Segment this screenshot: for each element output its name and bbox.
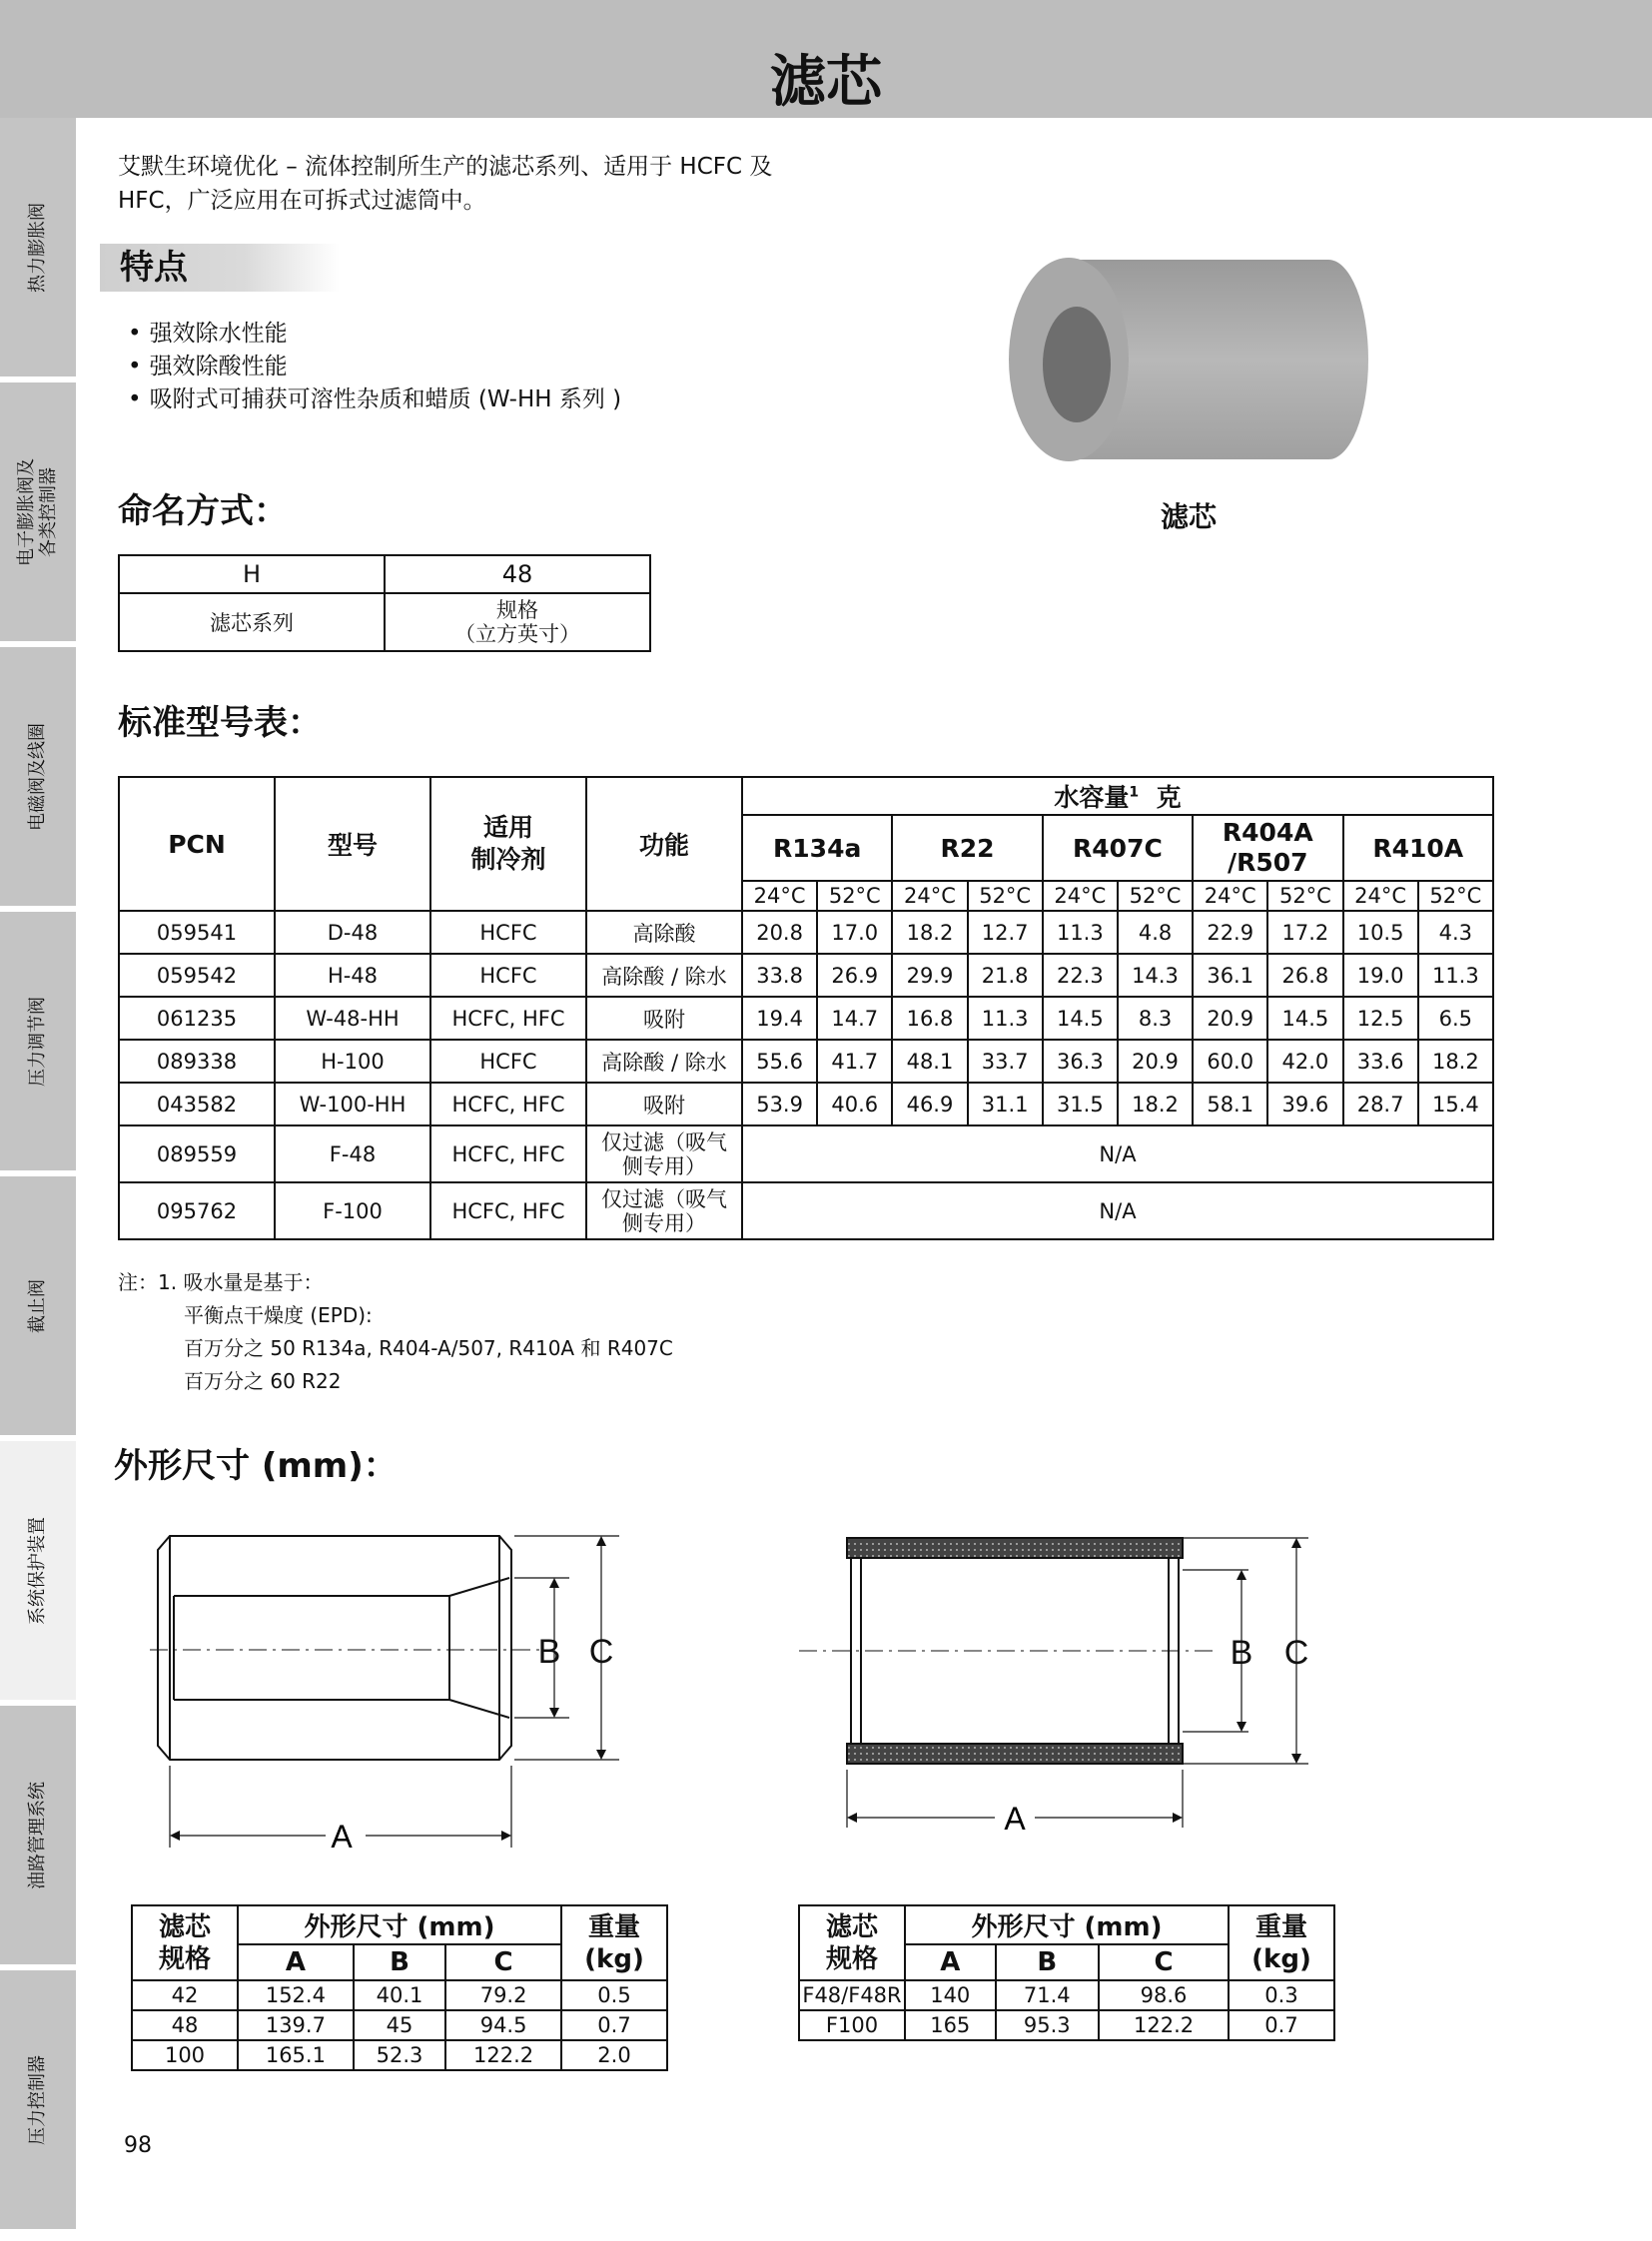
naming-desc-series: 滤芯系列 bbox=[119, 593, 385, 651]
cell-model: H-48 bbox=[275, 954, 430, 997]
dim-header-size-line1: 滤芯 bbox=[158, 1911, 211, 1942]
sidebar-tab-oil-management[interactable] bbox=[0, 1706, 76, 1967]
cell-model: H-100 bbox=[275, 1040, 430, 1083]
cell-capacity: 18.2 bbox=[1418, 1040, 1493, 1083]
dim-cell: 0.5 bbox=[561, 1980, 667, 2010]
dim-header-size bbox=[132, 1905, 238, 1980]
cell-capacity: 22.3 bbox=[1043, 954, 1118, 997]
dim-header-c: C bbox=[445, 1944, 561, 1980]
dim-label-b: B bbox=[537, 1633, 561, 1671]
note-prefix: 注： bbox=[118, 1270, 158, 1294]
dim-cell: 122.2 bbox=[445, 2040, 561, 2070]
table-row bbox=[119, 1182, 1493, 1239]
dim-header-c: C bbox=[1099, 1944, 1229, 1980]
dim-cell: 0.7 bbox=[1229, 2010, 1334, 2040]
dim-cell: 0.7 bbox=[561, 2010, 667, 2040]
dim-header-weight bbox=[561, 1905, 667, 1980]
dim-cell: 98.6 bbox=[1099, 1980, 1229, 2010]
page-title: 滤芯 bbox=[770, 50, 882, 115]
dim-header-weight bbox=[1229, 1905, 1334, 1980]
cell-pcn: 059542 bbox=[119, 954, 275, 997]
temp-header: 24°C bbox=[1043, 881, 1118, 911]
table-row bbox=[132, 1980, 667, 2010]
cell-capacity: 26.9 bbox=[817, 954, 892, 997]
temp-header: 52°C bbox=[1267, 881, 1342, 911]
cell-function bbox=[586, 1182, 742, 1239]
core-drawing-mesh bbox=[799, 1518, 1358, 1838]
sidebar-tab-label: 系统保护装置 bbox=[27, 1516, 48, 1625]
naming-table bbox=[118, 554, 651, 652]
dim-cell: 165 bbox=[905, 2010, 996, 2040]
dim-cell: 100 bbox=[132, 2040, 238, 2070]
cell-model: W-100-HH bbox=[275, 1083, 430, 1125]
dim-cell: 79.2 bbox=[445, 1980, 561, 2010]
dim-cell: 48 bbox=[132, 2010, 238, 2040]
cell-model: F-100 bbox=[275, 1182, 430, 1239]
cell-capacity: 12.7 bbox=[968, 911, 1043, 954]
cell-capacity: 42.0 bbox=[1267, 1040, 1342, 1083]
core-drawing-solid bbox=[150, 1518, 649, 1858]
dim-label-a: A bbox=[1004, 1801, 1026, 1837]
sidebar-tab-label: 压力调节阀 bbox=[27, 996, 48, 1087]
cell-capacity: 8.3 bbox=[1118, 997, 1193, 1040]
table-row bbox=[799, 1980, 1334, 2010]
cell-function-line2: 侧专用） bbox=[622, 1210, 706, 1235]
cell-capacity: 40.6 bbox=[817, 1083, 892, 1125]
dim-label-b: B bbox=[1230, 1634, 1253, 1672]
col-header-refrigerant bbox=[430, 777, 586, 911]
table-row bbox=[119, 911, 1493, 954]
cell-pcn: 089559 bbox=[119, 1125, 275, 1182]
cell-capacity: 36.3 bbox=[1043, 1040, 1118, 1083]
table-row bbox=[119, 1125, 1493, 1182]
features-heading: 特点 bbox=[100, 244, 340, 292]
note-line-2: 平衡点干燥度 (EPD): bbox=[184, 1303, 373, 1327]
cell-function: 吸附 bbox=[586, 997, 742, 1040]
capacity-label: 水容量 bbox=[1054, 783, 1130, 812]
notes bbox=[118, 1266, 673, 1398]
col-header-model: 型号 bbox=[275, 777, 430, 911]
cell-capacity: 53.9 bbox=[742, 1083, 817, 1125]
note-line-4: 百万分之 60 R22 bbox=[184, 1369, 342, 1393]
dim-cell: 152.4 bbox=[238, 1980, 354, 2010]
feature-item: • 强效除水性能 bbox=[128, 318, 621, 351]
page-number: 98 bbox=[124, 2133, 152, 2158]
dim-cell: 52.3 bbox=[354, 2040, 445, 2070]
cell-capacity: 14.5 bbox=[1267, 997, 1342, 1040]
dimension-table-solid bbox=[131, 1904, 668, 2071]
table-row bbox=[132, 2040, 667, 2070]
sidebar-tab-thermal-expansion-valve[interactable] bbox=[0, 118, 76, 379]
cell-capacity: 17.0 bbox=[817, 911, 892, 954]
capacity-footnote: 1 bbox=[1129, 784, 1140, 801]
standard-heading: 标准型号表： bbox=[118, 703, 322, 743]
cell-capacity: 14.3 bbox=[1118, 954, 1193, 997]
capacity-unit: 克 bbox=[1156, 783, 1182, 812]
dim-cell: 122.2 bbox=[1099, 2010, 1229, 2040]
cell-capacity: 11.3 bbox=[1418, 954, 1493, 997]
intro-line: HFC，广泛应用在可拆式过滤筒中。 bbox=[118, 188, 486, 214]
cell-model: D-48 bbox=[275, 911, 430, 954]
col-header-r134a: R134a bbox=[742, 815, 892, 881]
cell-capacity: 18.2 bbox=[1118, 1083, 1193, 1125]
temp-header: 52°C bbox=[1118, 881, 1193, 911]
dim-cell: 94.5 bbox=[445, 2010, 561, 2040]
cell-function-line2: 侧专用） bbox=[622, 1153, 706, 1178]
cell-function: 高除酸 / 除水 bbox=[586, 1040, 742, 1083]
dim-cell: 0.3 bbox=[1229, 1980, 1334, 2010]
sidebar-tab-label: 截止阀 bbox=[27, 1278, 48, 1333]
cell-capacity: 14.7 bbox=[817, 997, 892, 1040]
naming-heading: 命名方式： bbox=[118, 491, 288, 531]
cell-capacity: 19.0 bbox=[1343, 954, 1418, 997]
dim-header-weight-line2: (kg) bbox=[584, 1943, 644, 1974]
cell-capacity: 20.9 bbox=[1193, 997, 1267, 1040]
cell-capacity: 31.1 bbox=[968, 1083, 1043, 1125]
naming-desc-size bbox=[385, 593, 650, 651]
sidebar-tab-electronic-expansion-valve[interactable] bbox=[0, 382, 76, 644]
temp-header: 52°C bbox=[817, 881, 892, 911]
feature-item: • 吸附式可捕获可溶性杂质和蜡质 (W-HH 系列 ) bbox=[128, 383, 621, 416]
table-row bbox=[799, 2010, 1334, 2040]
cell-pcn: 059541 bbox=[119, 911, 275, 954]
col-header-r407c: R407C bbox=[1043, 815, 1193, 881]
naming-code-series: H bbox=[119, 555, 385, 593]
dim-label-c: C bbox=[588, 1633, 614, 1671]
temp-header: 52°C bbox=[968, 881, 1043, 911]
col-header-r410a: R410A bbox=[1343, 815, 1494, 881]
sidebar-tab-label: 油路管理系统 bbox=[27, 1781, 48, 1889]
cell-na: N/A bbox=[742, 1182, 1493, 1239]
dim-header-a: A bbox=[905, 1944, 996, 1980]
naming-desc-size-line2: （立方英寸） bbox=[454, 622, 580, 646]
dimension-table-mesh bbox=[798, 1904, 1335, 2041]
sidebar-tab-pressure-control[interactable] bbox=[0, 1970, 76, 2232]
sidebar-tab-label: 电磁阀及线圈 bbox=[27, 722, 48, 831]
note-line-1 bbox=[118, 1266, 673, 1299]
cell-capacity: 15.4 bbox=[1418, 1083, 1493, 1125]
dim-cell: 140 bbox=[905, 1980, 996, 2010]
table-row bbox=[132, 2010, 667, 2040]
feature-item: • 强效除酸性能 bbox=[128, 351, 621, 383]
cell-refrigerant: HCFC bbox=[430, 1040, 586, 1083]
temp-header: 52°C bbox=[1418, 881, 1493, 911]
col-header-pcn: PCN bbox=[119, 777, 275, 911]
intro-text bbox=[118, 150, 897, 218]
dim-header-b: B bbox=[996, 1944, 1100, 1980]
col-header-refrigerant-line1: 适用 bbox=[482, 813, 533, 842]
temp-header: 24°C bbox=[1193, 881, 1267, 911]
col-header-refrigerant-line2: 制冷剂 bbox=[470, 845, 546, 874]
dim-header-weight-line1: 重量 bbox=[1254, 1911, 1307, 1942]
cell-capacity: 14.5 bbox=[1043, 997, 1118, 1040]
temp-header: 24°C bbox=[1343, 881, 1418, 911]
col-header-r404a-line2: /R507 bbox=[1228, 848, 1308, 877]
table-row bbox=[119, 1040, 1493, 1083]
dimensions-heading: 外形尺寸 (mm)： bbox=[114, 1446, 398, 1486]
photo-caption: 滤芯 bbox=[1160, 500, 1217, 533]
temp-header: 24°C bbox=[892, 881, 967, 911]
cell-capacity: 58.1 bbox=[1193, 1083, 1267, 1125]
cell-capacity: 41.7 bbox=[817, 1040, 892, 1083]
cell-capacity: 20.8 bbox=[742, 911, 817, 954]
cell-capacity: 48.1 bbox=[892, 1040, 967, 1083]
dim-header-dims: 外形尺寸 (mm) bbox=[905, 1905, 1229, 1944]
cell-refrigerant: HCFC bbox=[430, 954, 586, 997]
col-header-capacity bbox=[742, 777, 1493, 815]
cell-capacity: 4.3 bbox=[1418, 911, 1493, 954]
dim-label-c: C bbox=[1283, 1634, 1309, 1672]
cell-capacity: 16.8 bbox=[892, 997, 967, 1040]
sidebar-tab-pressure-regulator[interactable] bbox=[0, 912, 76, 1173]
dim-cell: F48/F48R bbox=[799, 1980, 905, 2010]
sidebar-tab-label: 热力膨胀阀 bbox=[27, 202, 48, 293]
sidebar-tab-system-protection[interactable] bbox=[0, 1441, 76, 1703]
dim-cell: 45 bbox=[354, 2010, 445, 2040]
cell-pcn: 095762 bbox=[119, 1182, 275, 1239]
dim-cell: 165.1 bbox=[238, 2040, 354, 2070]
dim-header-size bbox=[799, 1905, 905, 1980]
cell-capacity: 60.0 bbox=[1193, 1040, 1267, 1083]
cell-capacity: 29.9 bbox=[892, 954, 967, 997]
cell-capacity: 11.3 bbox=[968, 997, 1043, 1040]
cell-capacity: 33.8 bbox=[742, 954, 817, 997]
dim-cell: 42 bbox=[132, 1980, 238, 2010]
dim-header-weight-line2: (kg) bbox=[1251, 1943, 1311, 1974]
dim-header-b: B bbox=[354, 1944, 445, 1980]
cell-capacity: 11.3 bbox=[1043, 911, 1118, 954]
cell-function-line1: 仅过滤（吸气 bbox=[601, 1186, 727, 1211]
dim-header-size-line2: 规格 bbox=[158, 1943, 211, 1974]
cell-function-line1: 仅过滤（吸气 bbox=[601, 1129, 727, 1154]
dim-header-dims: 外形尺寸 (mm) bbox=[238, 1905, 561, 1944]
cell-function: 高除酸 bbox=[586, 911, 742, 954]
sidebar-tab-label bbox=[16, 458, 60, 566]
note-line-3: 百万分之 50 R134a, R404-A/507, R410A 和 R407C bbox=[184, 1336, 673, 1360]
sidebar bbox=[0, 118, 76, 2241]
table-row bbox=[119, 1083, 1493, 1125]
cell-capacity: 10.5 bbox=[1343, 911, 1418, 954]
cell-function: 高除酸 / 除水 bbox=[586, 954, 742, 997]
sidebar-tab-label: 压力控制器 bbox=[27, 2054, 48, 2145]
cell-capacity: 12.5 bbox=[1343, 997, 1418, 1040]
cell-capacity: 55.6 bbox=[742, 1040, 817, 1083]
dim-label-a: A bbox=[331, 1819, 353, 1855]
features-list bbox=[128, 318, 621, 416]
sidebar-tab-label-line1: 电子膨胀阀及 bbox=[16, 457, 37, 566]
cell-refrigerant: HCFC, HFC bbox=[430, 1083, 586, 1125]
col-header-r22: R22 bbox=[892, 815, 1042, 881]
dim-cell: 2.0 bbox=[561, 2040, 667, 2070]
cell-refrigerant: HCFC, HFC bbox=[430, 1182, 586, 1239]
dim-cell: 139.7 bbox=[238, 2010, 354, 2040]
cell-capacity: 31.5 bbox=[1043, 1083, 1118, 1125]
intro-line: 艾默生环境优化 – 流体控制所生产的滤芯系列、适用于 HCFC 及 bbox=[118, 154, 773, 180]
cell-capacity: 39.6 bbox=[1267, 1083, 1342, 1125]
cell-model: F-48 bbox=[275, 1125, 430, 1182]
naming-code-size: 48 bbox=[385, 555, 650, 593]
cell-capacity: 6.5 bbox=[1418, 997, 1493, 1040]
cell-capacity: 36.1 bbox=[1193, 954, 1267, 997]
temp-header: 24°C bbox=[742, 881, 817, 911]
dim-cell: 71.4 bbox=[996, 1980, 1100, 2010]
dim-cell: 40.1 bbox=[354, 1980, 445, 2010]
note-text: 1. 吸水量是基于： bbox=[158, 1270, 324, 1294]
filter-core-photo bbox=[999, 240, 1378, 469]
dim-header-weight-line1: 重量 bbox=[587, 1911, 640, 1942]
dim-cell: 95.3 bbox=[996, 2010, 1100, 2040]
cell-pcn: 043582 bbox=[119, 1083, 275, 1125]
cell-capacity: 20.9 bbox=[1118, 1040, 1193, 1083]
cell-function bbox=[586, 1125, 742, 1182]
cell-capacity: 46.9 bbox=[892, 1083, 967, 1125]
dim-cell: F100 bbox=[799, 2010, 905, 2040]
cell-capacity: 21.8 bbox=[968, 954, 1043, 997]
sidebar-tab-label-line2: 各类控制器 bbox=[38, 466, 59, 557]
table-row bbox=[119, 997, 1493, 1040]
table-row bbox=[119, 954, 1493, 997]
cell-capacity: 4.8 bbox=[1118, 911, 1193, 954]
cell-capacity: 18.2 bbox=[892, 911, 967, 954]
naming-desc-size-line1: 规格 bbox=[496, 598, 538, 622]
sidebar-tab-shutoff-valve[interactable] bbox=[0, 1176, 76, 1438]
dim-header-size-line1: 滤芯 bbox=[825, 1911, 878, 1942]
col-header-r404a-line1: R404A bbox=[1222, 818, 1313, 847]
cell-capacity: 19.4 bbox=[742, 997, 817, 1040]
dim-header-size-line2: 规格 bbox=[825, 1943, 878, 1974]
standard-model-table bbox=[118, 776, 1494, 1240]
cell-capacity: 26.8 bbox=[1267, 954, 1342, 997]
cell-model: W-48-HH bbox=[275, 997, 430, 1040]
dim-header-a: A bbox=[238, 1944, 354, 1980]
cell-refrigerant: HCFC bbox=[430, 911, 586, 954]
cell-capacity: 33.7 bbox=[968, 1040, 1043, 1083]
col-header-r404a bbox=[1193, 815, 1342, 881]
sidebar-tab-solenoid-valve[interactable] bbox=[0, 647, 76, 909]
cell-pcn: 089338 bbox=[119, 1040, 275, 1083]
cell-capacity: 22.9 bbox=[1193, 911, 1267, 954]
cell-function: 吸附 bbox=[586, 1083, 742, 1125]
col-header-function: 功能 bbox=[586, 777, 742, 911]
cell-refrigerant: HCFC, HFC bbox=[430, 1125, 586, 1182]
cell-na: N/A bbox=[742, 1125, 1493, 1182]
cell-capacity: 17.2 bbox=[1267, 911, 1342, 954]
cell-pcn: 061235 bbox=[119, 997, 275, 1040]
cell-capacity: 28.7 bbox=[1343, 1083, 1418, 1125]
cell-capacity: 33.6 bbox=[1343, 1040, 1418, 1083]
cell-refrigerant: HCFC, HFC bbox=[430, 997, 586, 1040]
